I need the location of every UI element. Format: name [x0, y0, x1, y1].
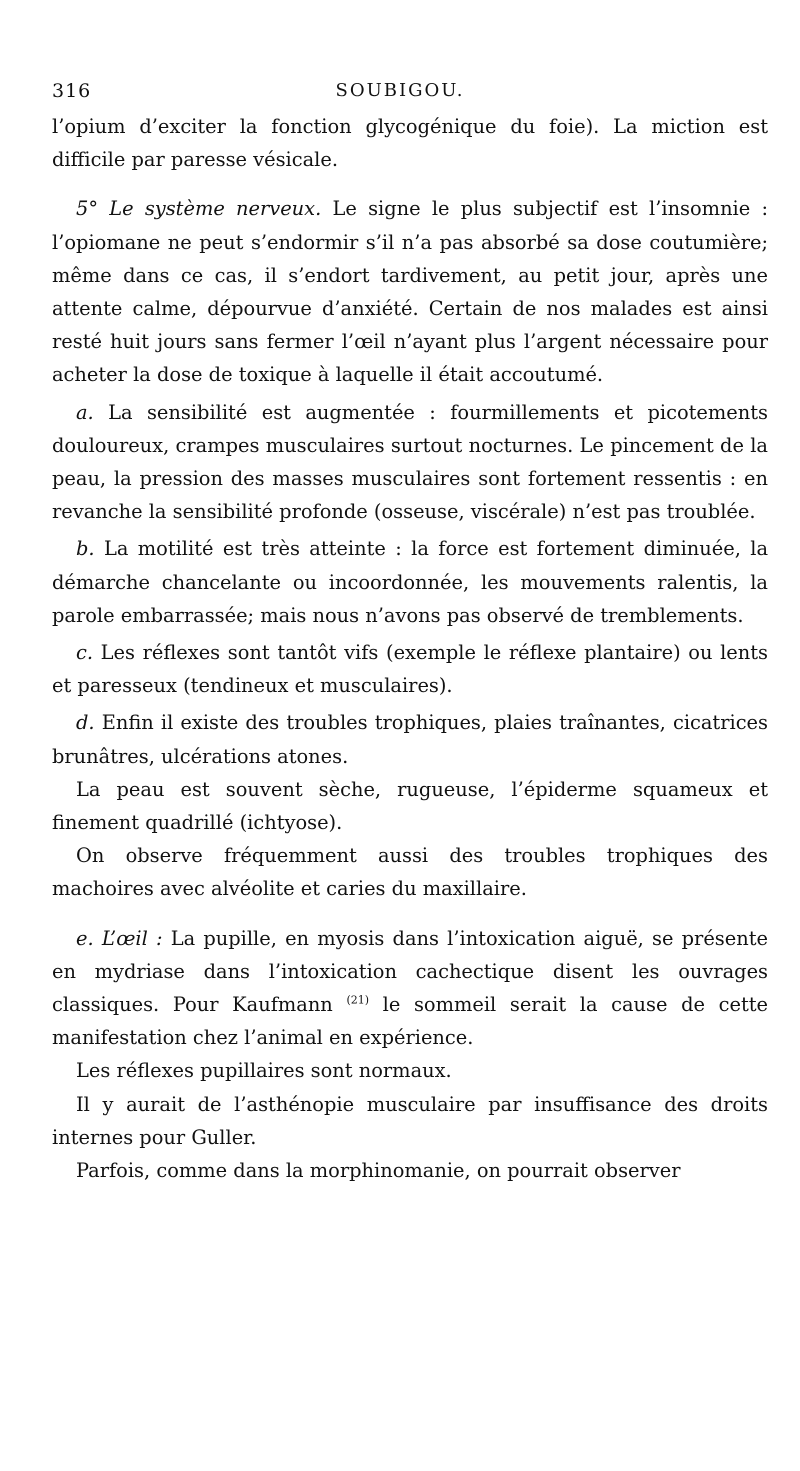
paragraph-text: Enfin il existe des troubles trophiques, plaies traînantes, cicatrices brunâtres, ulcérations atones.	[52, 711, 768, 768]
paragraph-eye	[52, 922, 768, 1055]
paragraph-nervous-system	[52, 192, 768, 391]
paragraph-motility	[52, 532, 768, 632]
paragraph-text: Le signe le plus subjectif est l’insomnie : l’opiomane ne peut s’endormir s’il n’a pas absorbé sa dose coutumière; même dans ce cas, il s’endort tardivement, au petit jour, après une attente calme, dépourvue d’anxiété. Certain de nos malades est ainsi resté huit jours sans fermer l’œil n’ayant plus l’argent nécessaire pour acheter la dose de toxique à laquelle il était accoutumé.	[52, 197, 768, 387]
paragraph-skin: La peau est souvent sèche, rugueuse, l’épiderme squameux et finement quadrillé (ichtyose).	[52, 777, 768, 835]
paragraph-asthenopia: Il y aurait de l’asthénopie musculaire par insuffisance des droits internes pour Guller.	[52, 1092, 768, 1149]
paragraph-text: Les réflexes sont tantôt vifs (exemple le réflexe plantaire) ou lents et paresseux (tendineux et musculaires).	[52, 641, 768, 698]
item-label-c: c.	[76, 641, 94, 665]
paragraph-trophic	[52, 706, 768, 772]
paragraph-text: La motilité est très atteinte : la force est fortement diminuée, la démarche chancelante ou incoordonnée, les mouvements ralentis, la parole embarrassée; mais nous n’avons pas observé de tremblements.	[52, 537, 768, 627]
item-label-b: b.	[76, 537, 95, 561]
page-number: 316	[52, 80, 92, 102]
paragraph-text: La sensibilité est augmentée : fourmillements et picotements douloureux, crampes musculaires surtout nocturnes. Le pincement de la peau, la pression des masses musculaires sont fortement ressentis : en revanche la sensibilité profonde (osseuse, viscérale) n’est pas troublée.	[52, 400, 768, 524]
paragraph-pupillary-reflexes: Les réflexes pupillaires sont normaux.	[76, 1059, 452, 1083]
page-header	[52, 80, 748, 110]
item-label-d: d.	[76, 711, 95, 735]
page-body	[52, 110, 768, 1187]
section-heading-nervous-system: 5° Le système nerveux.	[76, 197, 322, 221]
reference-number: (21)	[346, 993, 370, 1007]
paragraph-sensibility	[52, 396, 768, 529]
paragraph-jaws: On observe fréquemment aussi des troubles trophiques des machoires avec alvéolite et caries du maxillaire.	[52, 844, 768, 901]
item-label-e: e. L’œil :	[76, 926, 163, 950]
paragraph-text: La pupille, en myosis dans l’intoxication aiguë, se présente en mydriase dans l’intoxication cachectique disent les ouvrages classiques. Pour Kaufmann	[52, 926, 768, 1017]
paragraph-morphinomania: Parfois, comme dans la morphinomanie, on pourrait observer	[76, 1159, 681, 1183]
paragraph-opium-continuation: l’opium d’exciter la fonction glycogénique du foie). La miction est difficile par paresse vésicale.	[52, 115, 768, 172]
running-head: SOUBIGOU.	[335, 80, 465, 101]
item-label-a: a.	[76, 400, 94, 424]
paragraph-text: le sommeil serait la cause de cette manifestation chez l’animal en expérience.	[52, 993, 768, 1050]
paragraph-reflexes	[52, 636, 768, 702]
